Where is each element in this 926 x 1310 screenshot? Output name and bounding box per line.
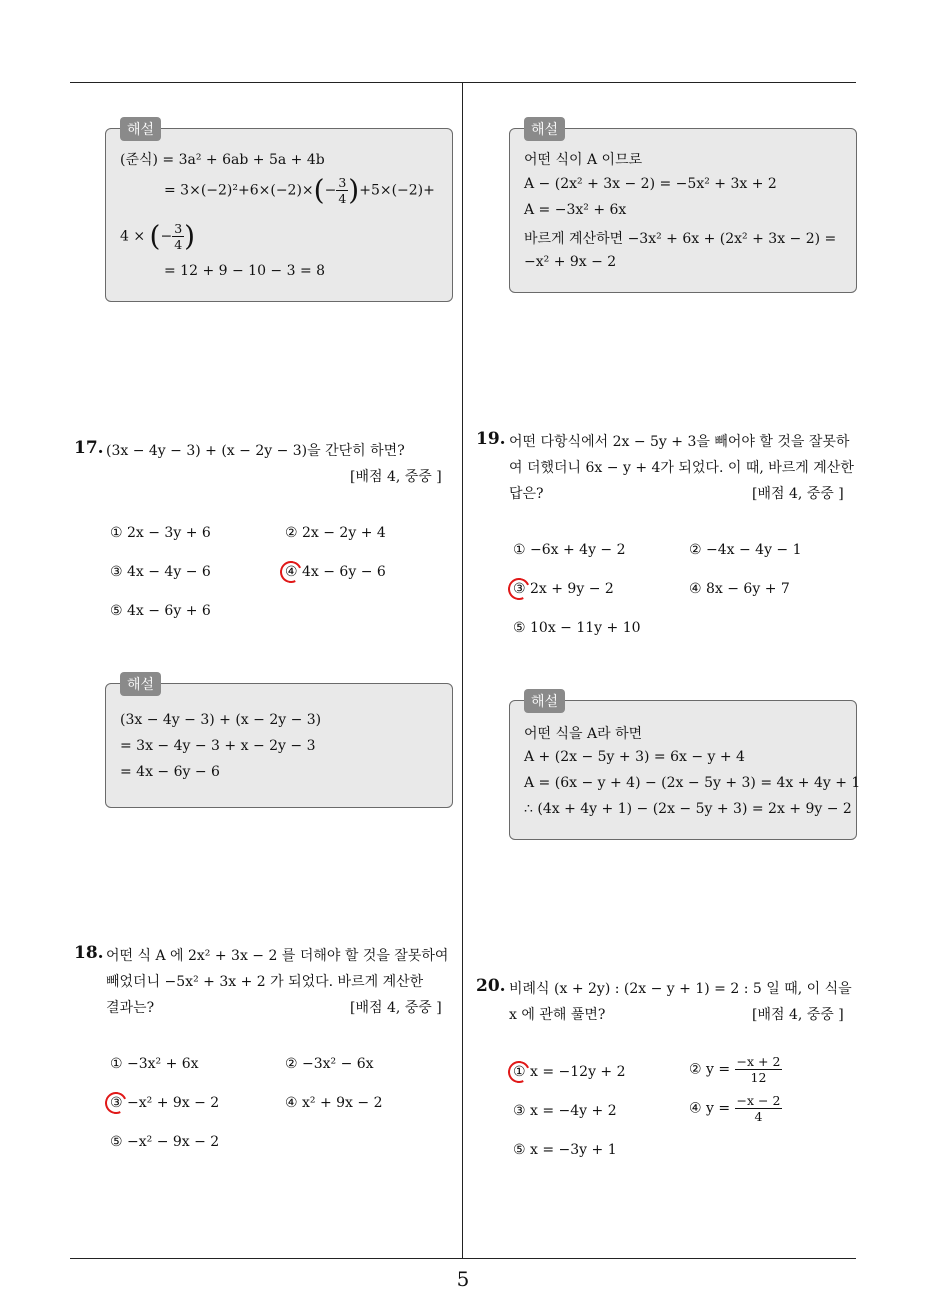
minus-sign: −	[324, 182, 337, 199]
question-number: 20.	[476, 976, 506, 996]
solution-line: ∴ (4x + 4y + 1) − (2x − 5y + 3) = 2x + 9y − 2	[524, 801, 852, 817]
paren-open: (	[149, 219, 161, 253]
option-5[interactable]: ⑤ 4x − 6y + 6	[110, 603, 211, 619]
option-1[interactable]: ① −3x² + 6x	[110, 1056, 199, 1072]
fraction	[735, 1054, 783, 1085]
fraction	[336, 175, 348, 206]
solution-line: 어떤 식이 A 이므로	[524, 152, 643, 168]
solution-text: +5×(−2)+	[359, 182, 435, 199]
solution-box-17	[105, 677, 453, 808]
solution-text: 4 ×	[120, 228, 146, 245]
question-number: 19.	[476, 429, 506, 449]
option-label: ② y =	[689, 1061, 731, 1078]
fraction-denominator: 12	[750, 1070, 767, 1085]
option-5[interactable]: ⑤ x = −3y + 1	[513, 1142, 617, 1158]
answer-circle-mark	[102, 1089, 130, 1117]
answer-circle-mark	[505, 1058, 533, 1086]
solution-box-16	[105, 122, 453, 302]
question-score: [배점 4, 중중 ]	[350, 1000, 442, 1016]
solution-line: = 12 + 9 − 10 − 3 = 8	[164, 263, 326, 279]
solution-tag: 해설	[524, 689, 565, 713]
question-text: 빼었더니 −5x² + 3x + 2 가 되었다. 바르게 계산한	[106, 974, 424, 990]
question-score: [배점 4, 중중 ]	[752, 1007, 844, 1023]
solution-line: (준식) = 3a² + 6ab + 5a + 4b	[120, 152, 325, 168]
option-5[interactable]: ⑤ 10x − 11y + 10	[513, 620, 641, 636]
question-score: [배점 4, 중중 ]	[752, 486, 844, 502]
question-score: [배점 4, 중중 ]	[350, 469, 442, 485]
paren-open: (	[313, 173, 325, 207]
solution-line: A = (6x − y + 4) − (2x − 5y + 3) = 4x + 4y + 1	[524, 775, 861, 791]
option-2[interactable]: ② −4x − 4y − 1	[689, 542, 802, 558]
page-number: 5	[456, 1267, 470, 1291]
question-text: 답은?	[509, 486, 544, 502]
column-divider	[462, 82, 463, 1258]
option-1[interactable]: ① x = −12y + 2	[513, 1064, 626, 1080]
fraction	[172, 221, 184, 252]
solution-line: = 4x − 6y − 6	[120, 764, 220, 780]
option-2[interactable]: ② 2x − 2y + 4	[285, 525, 386, 541]
solution-text: = 3×(−2)²+6×(−2)×	[164, 182, 314, 199]
option-1[interactable]: ① −6x + 4y − 2	[513, 542, 626, 558]
option-2[interactable]: ② −3x² − 6x	[285, 1056, 374, 1072]
solution-tag: 해설	[120, 117, 161, 141]
paren-close: )	[348, 173, 360, 207]
fraction-numerator: 3	[174, 221, 183, 236]
option-3[interactable]: ③ 2x + 9y − 2	[513, 581, 614, 597]
solution-line: (3x − 4y − 3) + (x − 2y − 3)	[120, 712, 322, 728]
solution-box-19	[509, 694, 861, 840]
question-text: 결과는?	[106, 1000, 155, 1016]
solution-line	[164, 175, 435, 206]
fraction-numerator: 3	[338, 175, 347, 190]
question-text: 비례식 (x + 2y) : (2x − y + 1) = 2 : 5 일 때, 이 식을	[509, 981, 852, 997]
solution-box-18	[509, 122, 857, 293]
fraction-numerator: −x + 2	[736, 1054, 781, 1069]
solution-line: = 3x − 4y − 3 + x − 2y − 3	[120, 738, 316, 754]
option-4[interactable]: ④ 4x − 6y − 6	[285, 564, 386, 580]
fraction-denominator: 4	[174, 237, 183, 252]
bottom-rule	[70, 1258, 856, 1259]
solution-line: A − (2x² + 3x − 2) = −5x² + 3x + 2	[524, 176, 777, 192]
minus-sign: −	[160, 228, 173, 245]
solution-line: A + (2x − 5y + 3) = 6x − y + 4	[524, 749, 745, 765]
option-4[interactable]	[689, 1093, 782, 1124]
option-4[interactable]: ④ x² + 9x − 2	[285, 1095, 383, 1111]
paren-close: )	[184, 219, 196, 253]
solution-line	[120, 221, 195, 252]
solution-line: A = −3x² + 6x	[524, 202, 627, 218]
question-text: 어떤 다항식에서 2x − 5y + 3을 빼어야 할 것을 잘못하	[509, 434, 850, 450]
fraction-denominator: 4	[338, 191, 347, 206]
solution-line: −x² + 9x − 2	[524, 254, 617, 270]
option-5[interactable]: ⑤ −x² − 9x − 2	[110, 1134, 220, 1150]
option-3[interactable]: ③ 4x − 4y − 6	[110, 564, 211, 580]
question-number: 18.	[74, 943, 104, 963]
question-text: x 에 관해 풀면?	[509, 1007, 606, 1023]
option-1[interactable]: ① 2x − 3y + 6	[110, 525, 211, 541]
option-3[interactable]: ③ −x² + 9x − 2	[110, 1095, 220, 1111]
question-text: (3x − 4y − 3) + (x − 2y − 3)을 간단히 하면?	[106, 443, 405, 459]
answer-circle-mark	[505, 575, 533, 603]
question-text: 여 더했더니 6x − y + 4가 되었다. 이 때, 바르게 계산한	[509, 460, 854, 476]
question-text: 어떤 식 A 에 2x² + 3x − 2 를 더해야 할 것을 잘못하여	[106, 948, 449, 964]
option-label: ④ y =	[689, 1100, 731, 1117]
fraction-denominator: 4	[754, 1109, 763, 1124]
top-rule	[70, 82, 856, 83]
answer-circle-mark	[277, 558, 305, 586]
option-2[interactable]	[689, 1054, 782, 1085]
fraction-numerator: −x − 2	[736, 1093, 781, 1108]
fraction	[735, 1093, 783, 1124]
question-number: 17.	[74, 438, 104, 458]
option-3[interactable]: ③ x = −4y + 2	[513, 1103, 617, 1119]
solution-line: 바르게 계산하면 −3x² + 6x + (2x² + 3x − 2) =	[524, 231, 837, 247]
solution-line: 어떤 식을 A라 하면	[524, 726, 643, 742]
solution-tag: 해설	[524, 117, 565, 141]
option-4[interactable]: ④ 8x − 6y + 7	[689, 581, 790, 597]
solution-tag: 해설	[120, 672, 161, 696]
